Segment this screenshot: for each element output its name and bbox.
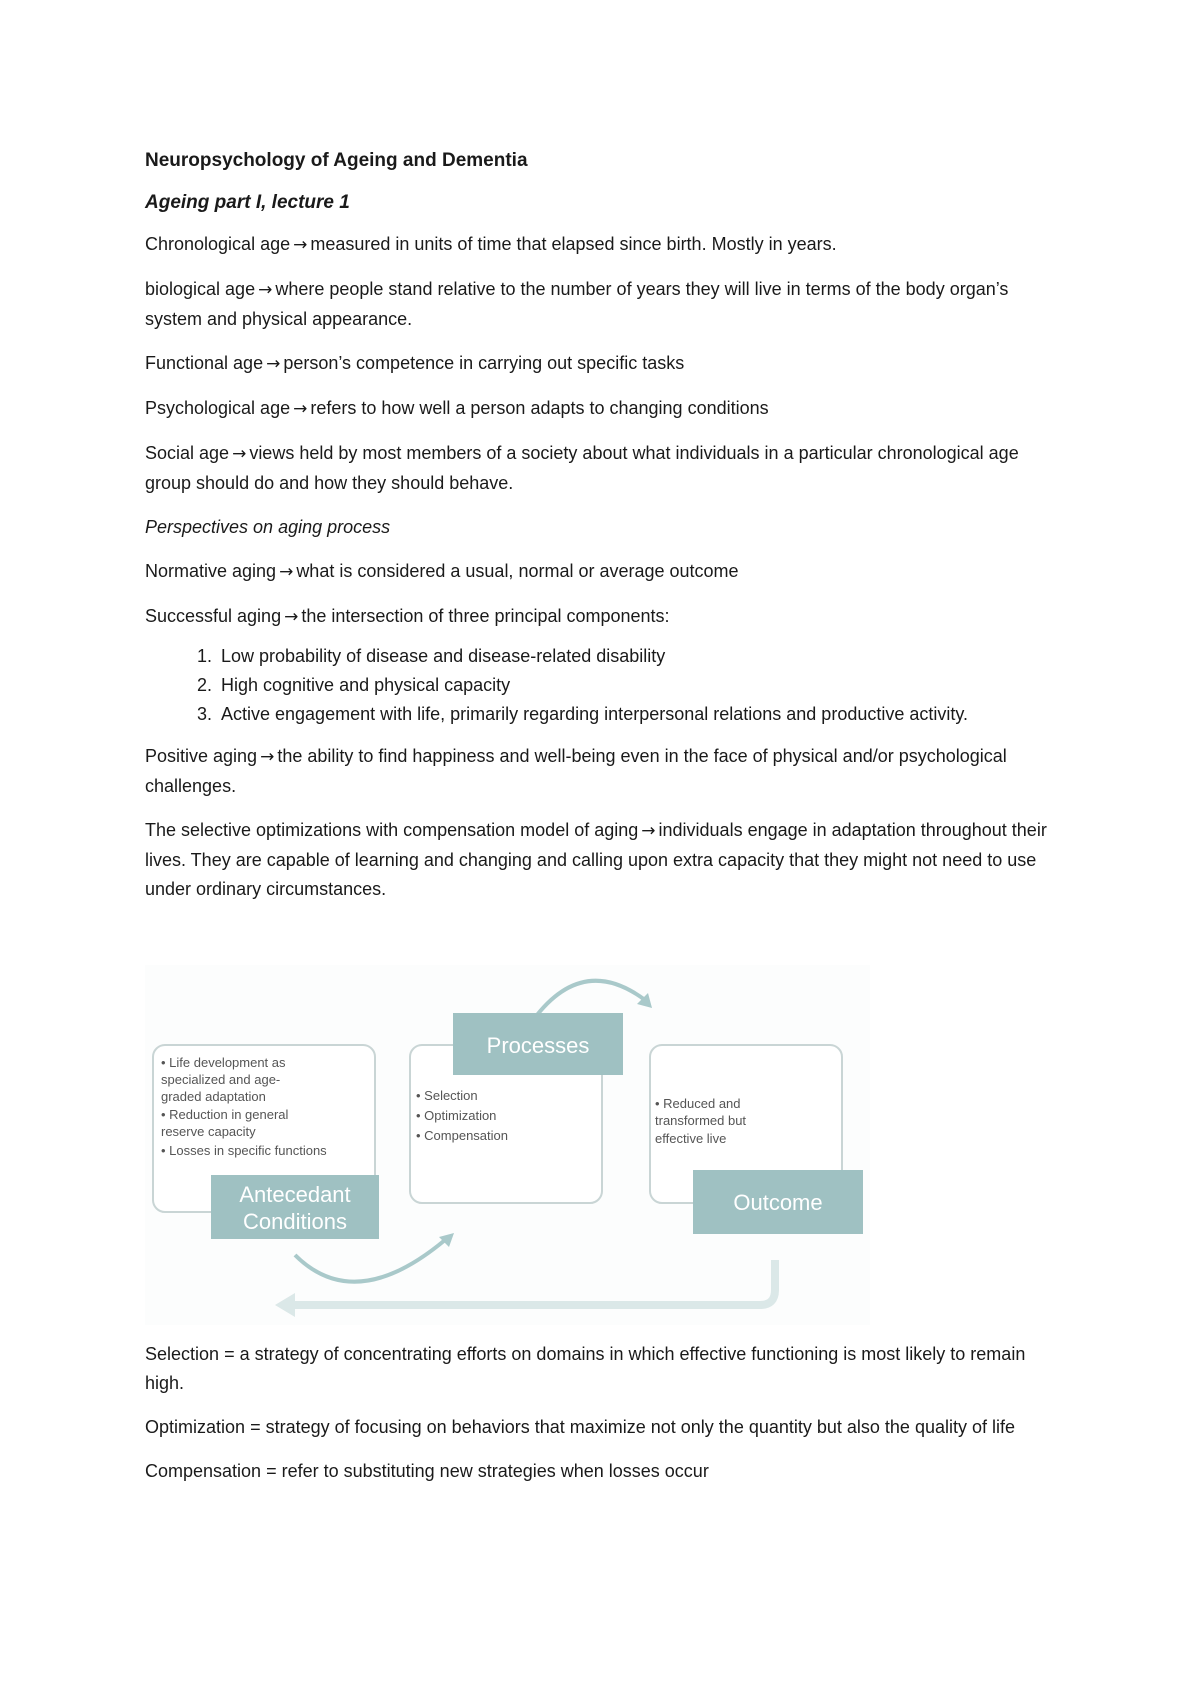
processes-title: Processes bbox=[486, 1033, 590, 1058]
definition-chronological: Chronological age → measured in units of time that elapsed since birth. Mostly in years. bbox=[145, 234, 837, 255]
list-item: 1. Low probability of disease and disease-related disability bbox=[217, 642, 1065, 671]
arrow-icon: → bbox=[266, 354, 281, 374]
arrow-icon: → bbox=[641, 821, 656, 841]
outcome-items: • Reduced and transformed but effective live bbox=[655, 1096, 747, 1146]
antecedent-title-line1: Antecedant bbox=[239, 1182, 351, 1207]
arrow-icon: → bbox=[293, 399, 308, 419]
antecedent-title-line2: Conditions bbox=[243, 1209, 347, 1234]
definition-psychological: Psychological age → refers to how well a person adapts to changing conditions bbox=[145, 398, 769, 419]
successful-aging: Successful aging → the intersection of three principal components: bbox=[145, 606, 670, 627]
arrow-icon: → bbox=[258, 280, 273, 300]
document-body bbox=[145, 146, 1065, 919]
perspectives-heading: Perspectives on aging process bbox=[145, 517, 391, 537]
positive-aging: Positive aging → the ability to find happiness and well-being even in the face of physical and/or psychological challenges. bbox=[145, 746, 1007, 796]
arrow-icon: → bbox=[293, 235, 308, 255]
outcome-title: Outcome bbox=[733, 1190, 823, 1215]
arrow-icon: → bbox=[260, 747, 275, 767]
soc-model: The selective optimizations with compensation model of aging → individuals engage in adaptation throughout their lives. They are capable of learning and changing and calling upon extra capacity that they might not need to use under ordinary circumstances. bbox=[145, 820, 1047, 899]
components-list bbox=[145, 642, 1065, 729]
arrow-icon: → bbox=[279, 562, 294, 582]
arrow-icon: → bbox=[284, 607, 299, 627]
list-item: 3. Active engagement with life, primarily regarding interpersonal relations and productive activity. bbox=[217, 700, 1065, 729]
processes-items: • Selection • Optimization • Compensation bbox=[416, 1088, 508, 1143]
list-item: 2. High cognitive and physical capacity bbox=[217, 671, 1065, 700]
normative-aging: Normative aging → what is considered a usual, normal or average outcome bbox=[145, 561, 739, 582]
document-subtitle: Ageing part I, lecture 1 bbox=[145, 192, 350, 213]
diagram-svg bbox=[145, 965, 870, 1325]
strategy-selection: Selection = a strategy of concentrating efforts on domains in which effective functioning is most likely to remain high. bbox=[145, 1344, 1026, 1393]
arrow-icon: → bbox=[232, 444, 247, 464]
soc-model-diagram bbox=[145, 965, 870, 1325]
strategies-section bbox=[145, 1340, 1065, 1501]
definition-social: Social age → views held by most members of a society about what individuals in a particular chronological age group should do and how they should behave. bbox=[145, 443, 1019, 493]
antecedent-items: • Life development as specialized and age- graded adaptation • Reduction in general reserve capacity • Losses in specific functions bbox=[161, 1055, 327, 1158]
definition-biological: biological age → where people stand relative to the number of years they will live in terms of the body organ’s system and physical appearance. bbox=[145, 279, 1009, 329]
strategy-compensation: Compensation = refer to substituting new strategies when losses occur bbox=[145, 1461, 709, 1481]
strategy-optimization: Optimization = strategy of focusing on behaviors that maximize not only the quantity but also the quality of life bbox=[145, 1417, 1016, 1437]
definition-functional: Functional age → person’s competence in carrying out specific tasks bbox=[145, 353, 685, 374]
document-title: Neuropsychology of Ageing and Dementia bbox=[145, 150, 528, 171]
